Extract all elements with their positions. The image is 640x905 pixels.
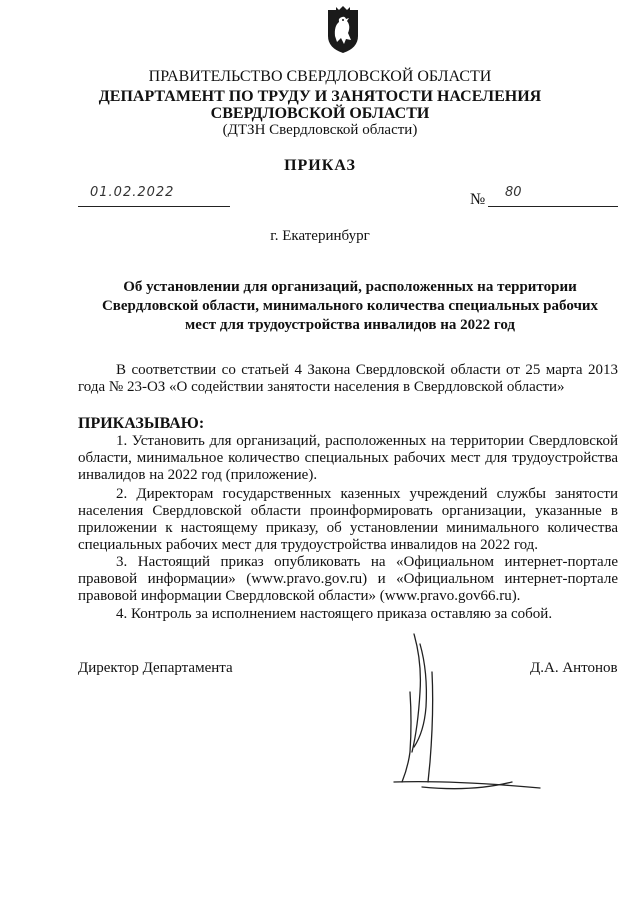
city: г. Екатеринбург (270, 228, 370, 244)
number-underline (488, 206, 618, 207)
signatory-position: Директор Департамента (78, 660, 233, 676)
document-type: ПРИКАЗ (284, 157, 356, 174)
department-title: ДЕПАРТАМЕНТ ПО ТРУДУ И ЗАНЯТОСТИ НАСЕЛЕНИЯ (98, 88, 542, 105)
signatory-name: Д.А. Антонов (530, 660, 618, 676)
coat-of-arms-icon (326, 6, 360, 54)
document-number: 80 (505, 185, 522, 200)
date-underline (78, 206, 230, 207)
order-word: ПРИКАЗЫВАЮ: (78, 415, 205, 432)
order-item-3: 3. Настоящий приказ опубликовать на «Официальном интернет-портале правовой информации» (www.pravo.gov.ru) и «Официальном интернет-портале правовой информации Свердловской области» (www.pravo.gov66.ru). (78, 554, 618, 604)
department-abbreviation: (ДТЗН Свердловской области) (222, 122, 418, 138)
handwritten-signature-icon (392, 632, 542, 797)
government-title: ПРАВИТЕЛЬСТВО СВЕРДЛОВСКОЙ ОБЛАСТИ (148, 68, 492, 85)
department-region: СВЕРДЛОВСКОЙ ОБЛАСТИ (210, 105, 430, 122)
number-label: № (470, 191, 486, 208)
order-item-2: 2. Директорам государственных казенных учреждений службы занятости населения Свердловской области проинформировать организации, указанные в приложении к настоящему приказу, об установлении минимального количества специальных рабочих мест для трудоустройства инвалидов на 2022 год. (78, 486, 618, 553)
preamble: В соответствии со статьей 4 Закона Свердловской области от 25 марта 2013 года № 23-ОЗ «О содействии занятости населения в Свердловской области» (78, 362, 618, 395)
order-item-1: 1. Установить для организаций, расположенных на территории Свердловской области, минимальное количество специальных рабочих мест для трудоустройства инвалидов на 2022 год (приложение). (78, 433, 618, 483)
document-title: Об установлении для организаций, расположенных на территории Свердловской области, минимального количества специальных рабочих мест для трудоустройства инвалидов на 2022 год (101, 279, 599, 333)
order-item-4: 4. Контроль за исполнением настоящего приказа оставляю за собой. (116, 606, 553, 622)
document-date: 01.02.2022 (90, 185, 175, 200)
